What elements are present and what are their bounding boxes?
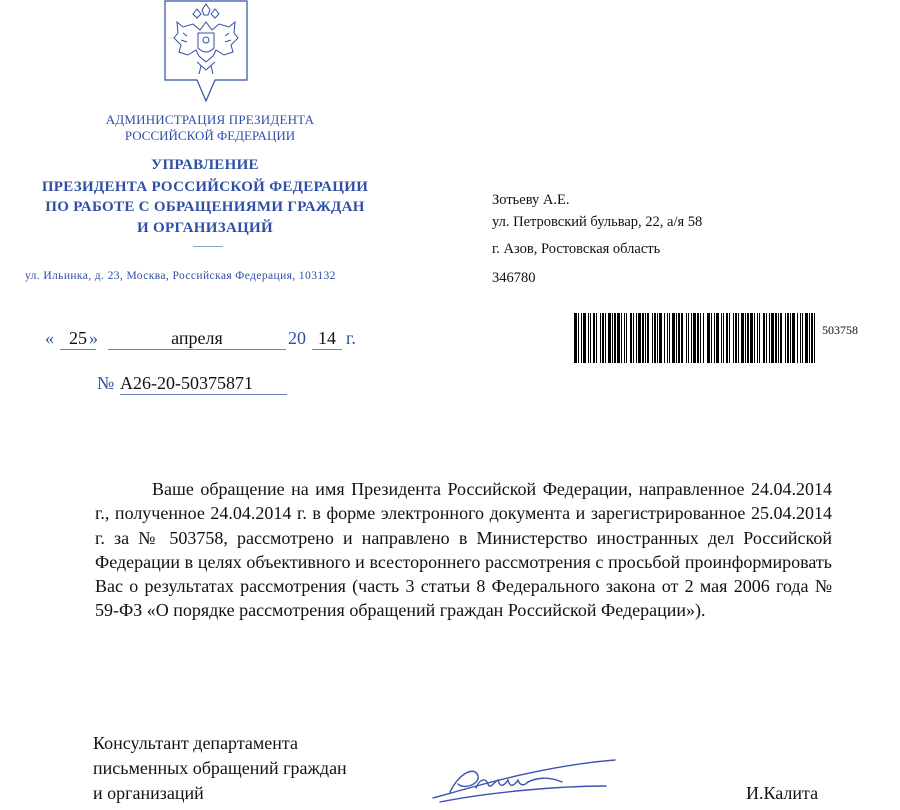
barcode-bar (792, 313, 795, 363)
barcode-bar (805, 313, 808, 363)
signer-name: И.Калита (746, 783, 819, 803)
barcode-bar (574, 313, 577, 363)
barcode-bar (642, 313, 644, 363)
barcode-bar (721, 313, 722, 363)
barcode-bar (759, 313, 760, 363)
barcode-bar (626, 313, 627, 363)
signer-title-line3: и организаций (93, 783, 204, 803)
barcode-bar (605, 313, 606, 363)
barcode-bar (593, 313, 595, 363)
barcode-bar (600, 313, 601, 363)
barcode-bar (581, 313, 582, 363)
barcode-bar (726, 313, 728, 363)
date-quote-close: » (89, 328, 98, 348)
barcode-bar (693, 313, 696, 363)
barcode-bar (757, 313, 758, 363)
barcode-bar (652, 313, 653, 363)
barcode-bar (800, 313, 801, 363)
barcode-bar (703, 313, 704, 363)
date-year-prefix: 20 (288, 328, 306, 348)
barcode-bar (686, 313, 687, 363)
barcode-bar (583, 313, 586, 363)
barcode-bar (787, 313, 789, 363)
barcode-bar (678, 313, 680, 363)
barcode-bar (621, 313, 622, 363)
barcode-bar (790, 313, 791, 363)
barcode-bar (745, 313, 746, 363)
date-quote-open: « (45, 328, 54, 348)
date-year-suffix: 14 (312, 328, 342, 350)
barcode-bar (716, 313, 719, 363)
barcode-bar (645, 313, 646, 363)
recipient-city: г. Азов, Ростовская область (492, 241, 661, 257)
barcode-bar (763, 313, 765, 363)
administration-title-line2: РОССИЙСКОЙ ФЕДЕРАЦИИ (124, 128, 296, 143)
barcode-bar (741, 313, 744, 363)
barcode-bar (723, 313, 724, 363)
barcode-bar (775, 313, 777, 363)
coat-of-arms-icon (163, 0, 249, 104)
barcode-bar (754, 313, 755, 363)
barcode-bar (785, 313, 786, 363)
barcode-bar (691, 313, 692, 363)
barcode-bar (664, 313, 665, 363)
letter-paragraph: Ваше обращение на имя Президента Российской Федерации, направленное 24.04.2014 г., полученное 24.04.2014 г. в форме электронного документа и зарегистрированное 25.04.2014 г. за № 503758, рассмотрено и направлено в Министерство иностранных дел Российской Федерации в целях объективного и всестороннего рассмотрения с просьбой проинформировать Вас о результатах рассмотрения (часть 3 статьи 8 Федерального закона от 2 мая 2006 года № 59-ФЗ «О порядке рассмотрения обращений граждан Российской Федерации»). (95, 479, 832, 621)
header-divider (193, 246, 223, 247)
barcode-bar (590, 313, 591, 363)
department-title-line2: ПРЕЗИДЕНТА РОССИЙСКОЙ ФЕДЕРАЦИИ (41, 179, 369, 195)
reference-number-sign: № (97, 373, 115, 393)
barcode-bar (612, 313, 613, 363)
barcode (574, 313, 815, 363)
barcode-bar (676, 313, 677, 363)
signer-title-line1: Консультант департамента (93, 733, 298, 753)
recipient-name: Зотьеву А.Е. (492, 192, 570, 208)
barcode-bar (667, 313, 668, 363)
barcode-bar (700, 313, 701, 363)
barcode-bar (771, 313, 774, 363)
barcode-bar (780, 313, 782, 363)
barcode-bar (624, 313, 625, 363)
barcode-bar (608, 313, 611, 363)
department-title-line3: ПО РАБОТЕ С ОБРАЩЕНИЯМИ ГРАЖДАН (45, 199, 365, 215)
barcode-bar (659, 313, 662, 363)
date-month: апреля (108, 328, 286, 350)
barcode-bar (802, 313, 803, 363)
barcode-bar (633, 313, 634, 363)
barcode-bar (669, 313, 670, 363)
sender-address: ул. Ильинка, д. 23, Москва, Российская Федерация, 103132 (25, 270, 336, 282)
reference-number: А26-20-50375871 (120, 373, 287, 395)
barcode-bar (654, 313, 656, 363)
letter-body (95, 477, 832, 623)
barcode-bar (809, 313, 810, 363)
barcode-bar (729, 313, 730, 363)
barcode-bar (738, 313, 739, 363)
barcode-bar (647, 313, 649, 363)
department-title-line1: УПРАВЛЕНИЕ (151, 157, 259, 173)
date-year-abbr: г. (346, 328, 356, 348)
barcode-bar (688, 313, 689, 363)
barcode-bar (638, 313, 641, 363)
signature-icon (430, 752, 620, 810)
barcode-bar (797, 313, 798, 363)
barcode-bar (697, 313, 699, 363)
barcode-bar (707, 313, 710, 363)
barcode-bar (750, 313, 753, 363)
barcode-bar (614, 313, 616, 363)
barcode-bar (733, 313, 734, 363)
barcode-bar (735, 313, 737, 363)
barcode-bar (657, 313, 658, 363)
date-day: 25 (60, 328, 96, 350)
barcode-bar (636, 313, 637, 363)
barcode-bar (711, 313, 712, 363)
barcode-number: 503758 (822, 323, 858, 337)
signer-title-line2: письменных обращений граждан (93, 758, 347, 778)
barcode-bar (811, 313, 813, 363)
barcode-bar (596, 313, 597, 363)
barcode-bar (588, 313, 589, 363)
barcode-bar (672, 313, 675, 363)
department-title-line4: И ОРГАНИЗАЦИЙ (137, 220, 273, 236)
recipient-street: ул. Петровский бульвар, 22, а/я 58 (492, 214, 703, 230)
barcode-bar (617, 313, 620, 363)
barcode-bar (778, 313, 779, 363)
barcode-bar (769, 313, 770, 363)
barcode-bar (578, 313, 579, 363)
barcode-bar (681, 313, 683, 363)
barcode-bar (766, 313, 767, 363)
administration-title-line1: АДМИНИСТРАЦИЯ ПРЕЗИДЕНТА (105, 112, 315, 127)
recipient-zip: 346780 (492, 270, 536, 286)
barcode-bar (630, 313, 632, 363)
barcode-bar (602, 313, 604, 363)
barcode-bar (747, 313, 749, 363)
barcode-bar (714, 313, 715, 363)
barcode-bar (814, 313, 815, 363)
